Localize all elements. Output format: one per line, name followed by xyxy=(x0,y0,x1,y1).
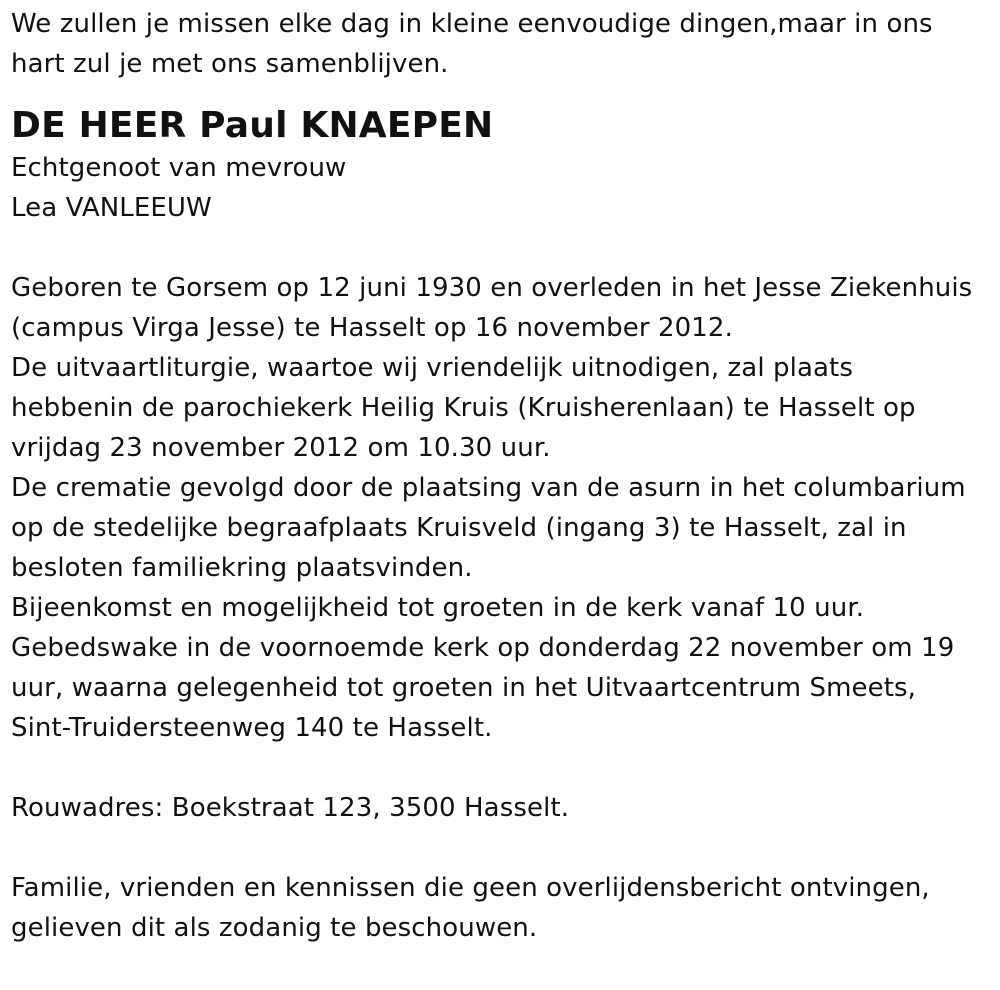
body-line: op de stedelijke begraafplaats Kruisveld (ingang 3) te Hasselt, zal in xyxy=(11,513,907,543)
intro-quote xyxy=(11,4,996,84)
blank-line xyxy=(11,748,996,788)
body-line: De uitvaartliturgie, waartoe wij vriendelijk uitnodigen, zal plaats xyxy=(11,353,853,383)
blank-line xyxy=(11,228,996,268)
body-line: Gebedswake in de voornoemde kerk op donderdag 22 november om 19 xyxy=(11,633,955,663)
body-line: Sint-Truidersteenweg 140 te Hasselt. xyxy=(11,713,493,743)
body-line: (campus Virga Jesse) te Hasselt op 16 november 2012. xyxy=(11,313,733,343)
spouse-info xyxy=(11,148,996,228)
obituary-body xyxy=(11,268,996,748)
intro-line: We zullen je missen elke dag in kleine eenvoudige dingen,maar in ons xyxy=(11,9,933,39)
body-line: besloten familiekring plaatsvinden. xyxy=(11,553,473,583)
spouse-line: Echtgenoot van mevrouw xyxy=(11,153,347,183)
body-line: vrijdag 23 november 2012 om 10.30 uur. xyxy=(11,433,551,463)
body-line: Bijeenkomst en mogelijkheid tot groeten in de kerk vanaf 10 uur. xyxy=(11,593,865,623)
body-line: uur, waarna gelegenheid tot groeten in het Uitvaartcentrum Smeets, xyxy=(11,673,917,703)
body-line: De crematie gevolgd door de plaatsing van de asurn in het columbarium xyxy=(11,473,966,503)
spouse-line: Lea VANLEEUW xyxy=(11,193,212,223)
intro-line: hart zul je met ons samenblijven. xyxy=(11,49,449,79)
closing-line: Familie, vrienden en kennissen die geen overlijdensbericht ontvingen, xyxy=(11,873,930,903)
mourning-address: Rouwadres: Boekstraat 123, 3500 Hasselt. xyxy=(11,793,570,823)
obituary-document xyxy=(11,4,996,948)
closing-line: gelieven dit als zodanig te beschouwen. xyxy=(11,913,538,943)
deceased-name: DE HEER Paul KNAEPEN xyxy=(11,105,494,146)
blank-line xyxy=(11,828,996,868)
body-line: Geboren te Gorsem op 12 juni 1930 en overleden in het Jesse Ziekenhuis xyxy=(11,273,973,303)
closing-notice xyxy=(11,868,996,948)
body-line: hebbenin de parochiekerk Heilig Kruis (Kruisherenlaan) te Hasselt op xyxy=(11,393,916,423)
